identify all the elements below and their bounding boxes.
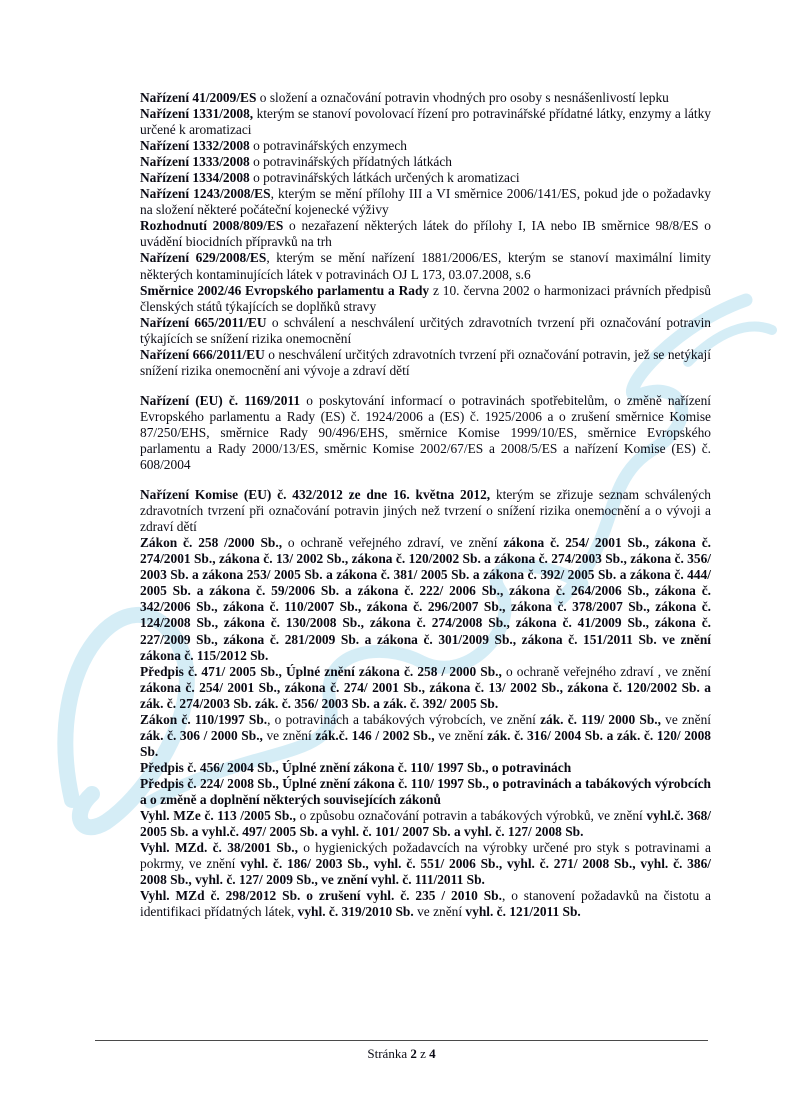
paragraph-run: o potravinářských látkách určených k aromatizaci — [249, 170, 520, 186]
paragraph-run: o hygienických požadavcích na výrobky určené pro styk s potravinami a pokrmy, ve znění — [140, 840, 711, 872]
paragraph-run: ve znění — [660, 711, 711, 727]
paragraph — [140, 760, 711, 776]
page-number-current: 2 — [410, 1046, 417, 1061]
paragraph-run-bold: Nařízení 665/2011/EU — [140, 314, 267, 330]
paragraph-run: o ochraně veřejného zdraví, ve znění — [282, 535, 504, 551]
paragraph-run-bold: Nařízení 1334/2008 — [140, 170, 250, 186]
paragraph-run-bold: Nařízení 1243/2008/ES — [140, 186, 271, 202]
paragraph-run: o potravinářských enzymech — [249, 138, 407, 154]
page-number-separator: z — [416, 1046, 430, 1061]
paragraph — [140, 535, 711, 663]
paragraph-run-bold: zákona č. 254/ 2001 Sb., zákona č. 274/ 2001 Sb., zákona č. 13/ 2002 Sb., zákona č. 120/2002 Sb. a zák. č. 274/2003 Sb. zák. č. 356/ 2003 Sb. a zák. č. 392/ 2005 Sb. — [140, 679, 711, 711]
paragraph-run-bold: zák. č. 119/ 2000 Sb., — [540, 711, 661, 727]
page-footer — [95, 1040, 708, 1062]
paragraph-run: ve znění — [262, 727, 316, 743]
paragraph-run-bold: vyhl. č. 319/2010 Sb. — [297, 904, 414, 920]
paragraph-run-bold: vyhl. č. 121/2011 Sb. — [465, 904, 581, 920]
paragraph-run-bold: vyhl. č. 186/ 2003 Sb., vyhl. č. 551/ 2006 Sb., vyhl. č. 271/ 2008 Sb., vyhl. č. 386/ 2008 Sb., vyhl. č. 127/ 2009 Sb., ve znění vyhl. č. 111/2011 Sb. — [140, 856, 711, 888]
paragraph-run: ve znění — [434, 727, 488, 743]
paragraph-run: , kterým se mění nařízení 1881/2006/ES, kterým se stanoví maximální limity některých kontaminujících látek v potravinách OJ L 173, 03.07.2008, s.6 — [140, 250, 711, 282]
paragraph — [140, 888, 711, 920]
paragraph-run-bold: Zákon č. 110/1997 Sb. — [140, 711, 268, 727]
paragraph-run-bold: Vyhl. MZd č. 298/2012 Sb. o zrušení vyhl. č. 235 / 2010 Sb. — [140, 888, 502, 904]
paragraph-run-bold: Nařízení 1332/2008 — [140, 138, 250, 154]
paragraph — [140, 218, 711, 250]
paragraph-run: kterým se zřizuje seznam schválených zdravotních tvrzení při označování potravin jiných než tvrzení o snížení rizika onemocnění a o vývoji a zdraví dětí — [140, 487, 711, 535]
paragraph-run: , o potravinách a tabákových výrobcích, ve znění — [267, 711, 541, 727]
paragraph — [140, 315, 711, 347]
paragraph-run: o neschválení určitých zdravotních tvrzení při označování potravin, jež se netýkají snížení rizika onemocnění ani vývoje a zdraví dětí — [140, 346, 711, 378]
paragraph-run-bold: zák.č. 146 / 2002 Sb., — [315, 727, 435, 743]
paragraph-run: z 10. června 2002 o harmonizaci právních předpisů členských států týkajících se doplňků stravy — [140, 282, 711, 314]
paragraph-run-bold: zák. č. 316/ 2004 Sb. a zák. č. 120/ 2008 Sb. — [140, 727, 711, 759]
paragraph-run-bold: Nařízení 1333/2008 — [140, 154, 250, 170]
paragraph-run: , kterým se mění přílohy III a VI směrnice 2006/141/ES, pokud jde o požadavky na složení některé počáteční kojenecké výživy — [140, 186, 711, 218]
paragraph-run-bold: Rozhodnutí 2008/809/ES — [140, 218, 284, 234]
paragraph-run-bold: Směrnice 2002/46 Evropského parlamentu a Rady — [140, 282, 430, 298]
paragraph — [140, 250, 711, 282]
paragraph — [140, 808, 711, 840]
page-number-prefix: Stránka — [367, 1046, 411, 1061]
paragraph-run-bold: Předpis č. 456/ 2004 Sb., Úplné znění zákona č. 110/ 1997 Sb., o potravinách — [140, 759, 572, 775]
paragraph — [140, 138, 711, 154]
document-body — [140, 90, 711, 920]
paragraph — [140, 186, 711, 218]
paragraph-run: o složení a označování potravin vhodných pro osoby s nesnášenlivostí lepku — [256, 90, 669, 105]
paragraph-run-bold: Zákon č. 258 /2000 Sb., — [140, 535, 283, 551]
page-number — [95, 1046, 708, 1062]
footer-divider — [95, 1040, 708, 1041]
paragraph — [140, 170, 711, 186]
paragraph — [140, 712, 711, 760]
paragraph-run-bold: Nařízení 666/2011/EU — [140, 346, 265, 362]
paragraph — [140, 487, 711, 535]
paragraph — [140, 840, 711, 888]
paragraph — [140, 283, 711, 315]
paragraph-run-bold: zák. č. 306 / 2000 Sb., — [140, 727, 263, 743]
paragraph-run: o ochraně veřejného zdraví , ve znění — [501, 663, 711, 679]
paragraph — [140, 154, 711, 170]
paragraph-run-bold: zákona č. 254/ 2001 Sb., zákona č. 274/2001 Sb., zákona č. 13/ 2002 Sb., zákona č. 120/2002 Sb. a zákona č. 274/2003 Sb., zákona č. 356/ 2003 Sb. a zákona 253/ 2005 Sb. a zákona č. 381/ 2005 Sb. a zákona č. 392/ 2005 Sb. a zákona č. 444/ 2005 Sb. a zákona č. 59/2006 Sb. a zákona č. 222/ 2006 Sb., zákona č. 264/2006 Sb., zákona č. 342/2006 Sb., zákona č. 110/2007 Sb., zákona č. 296/2007 Sb., zákona č. 378/2007 Sb., zákona č. 124/2008 Sb., zákona č. 130/2008 Sb., zákona č. 274/2008 Sb., zákona č. 41/2009 Sb., zákona č. 227/2009 Sb., zákona č. 281/2009 Sb. a zákona č. 301/2009 Sb., zákona č. 151/2011 Sb. ve znění zákona č. 115/2012 Sb. — [140, 535, 711, 663]
paragraph — [140, 106, 711, 138]
paragraph-run-bold: vyhl.č. 368/ 2005 Sb. a vyhl.č. 497/ 2005 Sb. a vyhl. č. 101/ 2007 Sb. a vyhl. č. 127/ 2008 Sb. — [140, 808, 711, 840]
paragraph — [140, 393, 711, 473]
paragraph-run: kterým se stanoví povolovací řízení pro potravinářské přídatné látky, enzymy a látky určené k aromatizaci — [140, 106, 711, 138]
paragraph-run-bold: Předpis č. 224/ 2008 Sb., Úplné znění zákona č. 110/ 1997 Sb., o potravinách a tabákových výrobcích a o změně a doplnění některých souvisejících zákonů — [140, 775, 711, 807]
paragraph-run: , o stanovení požadavků na čistotu a identifikaci přídatných látek, — [140, 888, 711, 920]
paragraph — [140, 90, 711, 106]
paragraph-run: ve znění — [413, 904, 466, 920]
paragraph-run: o nezařazení některých látek do přílohy I, IA nebo IB směrnice 98/8/ES o uvádění biocidních přípravků na trh — [140, 218, 711, 250]
paragraph — [140, 776, 711, 808]
paragraph-run-bold: Předpis č. 471/ 2005 Sb., Úplné znění zákona č. 258 / 2000 Sb., — [140, 663, 502, 679]
paragraph-run: o potravinářských přídatných látkách — [249, 154, 452, 170]
paragraph-run-bold: Nařízení 1331/2008, — [140, 106, 254, 122]
paragraph-run-bold: Nařízení 41/2009/ES — [140, 90, 257, 105]
paragraph-run: o poskytování informací o potravinách spotřebitelům, o změně nařízení Evropského parlamentu a Rady (ES) č. 1924/2006 a (ES) č. 1925/2006 a o zrušení směrnice Komise 87/250/EHS, směrnice Rady 90/496/EHS, směrnice Komise 1999/10/ES, směrnice Evropského parlamentu a Rady 2000/13/ES, směrnic Komise 2002/67/ES a 2008/5/ES a nařízení Komise (ES) č. 608/2004 — [140, 392, 711, 473]
paragraph-run-bold: Vyhl. MZe č. 113 /2005 Sb., — [140, 808, 296, 824]
paragraph-run: o způsobu označování potravin a tabákových výrobků, ve znění — [295, 808, 647, 824]
paragraph-run-bold: Nařízení Komise (EU) č. 432/2012 ze dne 16. května 2012, — [140, 487, 491, 503]
paragraph — [140, 347, 711, 379]
paragraph-run-bold: Nařízení 629/2008/ES — [140, 250, 267, 266]
paragraph-run-bold: Vyhl. MZd. č. 38/2001 Sb., — [140, 840, 298, 856]
page-number-total: 4 — [429, 1046, 436, 1061]
paragraph-run-bold: Nařízení (EU) č. 1169/2011 — [140, 392, 307, 408]
paragraph — [140, 664, 711, 712]
paragraph-run: o schválení a neschválení určitých zdravotních tvrzení při označování potravin týkajících se snížení rizika onemocnění — [140, 314, 711, 346]
